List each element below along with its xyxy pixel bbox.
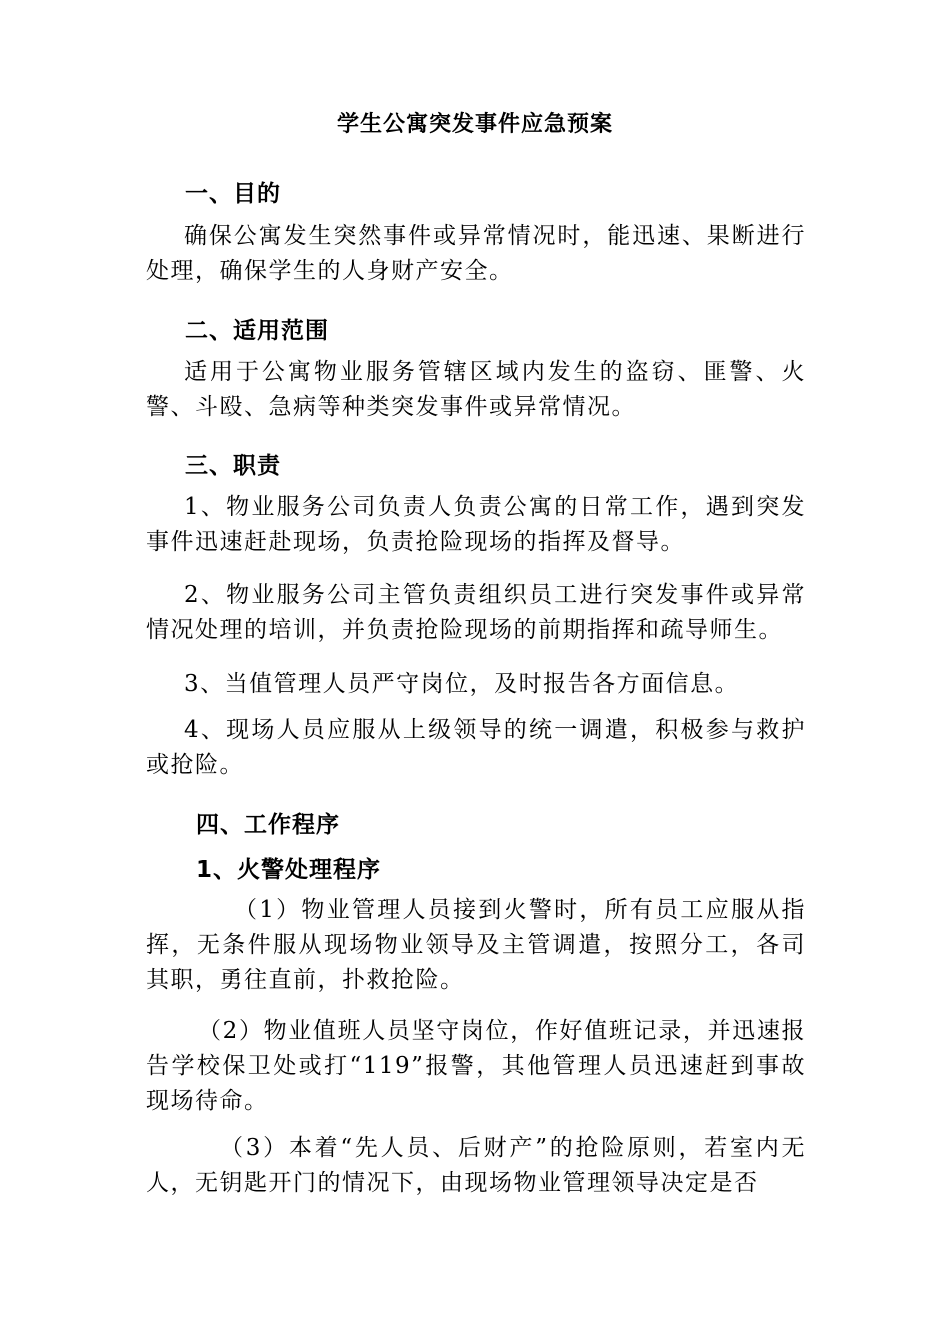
paragraph-purpose: 确保公寓发生突然事件或异常情况时，能迅速、果断进行处理，确保学生的人身财产安全。	[146, 223, 806, 284]
paragraph-fire-step-2: （2）物业值班人员坚守岗位，作好值班记录，并迅速报告学校保卫处或打“119”报警，其他管理人员迅速赶到事故现场待命。	[146, 1018, 806, 1114]
paragraph-duty-1: 1、物业服务公司负责人负责公寓的日常工作，遇到突发事件迅速赶赴现场，负责抢险现场的指挥及督导。	[146, 494, 806, 555]
paragraph-duty-4: 4、现场人员应服从上级领导的统一调遣，积极参与救护或抢险。	[146, 717, 806, 778]
paragraph-fire-step-3: （3）本着“先人员、后财产”的抢险原则，若室内无人，无钥匙开门的情况下，由现场物业管理领导决定是否	[146, 1135, 806, 1196]
subheading-fire-procedure: 1、火警处理程序	[196, 857, 382, 883]
paragraph-fire-step-1: （1）物业管理人员接到火警时，所有员工应服从指挥，无条件服从现场物业领导及主管调遣，按照分工，各司其职，勇往直前，扑救抢险。	[146, 897, 806, 993]
document-title: 学生公寓突发事件应急预案	[336, 112, 613, 137]
section-heading-scope: 二、适用范围	[185, 318, 329, 344]
section-heading-duties: 三、职责	[185, 453, 281, 479]
paragraph-duty-2: 2、物业服务公司主管负责组织员工进行突发事件或异常情况处理的培训，并负责抢险现场的前期指挥和疏导师生。	[146, 582, 806, 643]
section-heading-purpose: 一、目的	[185, 181, 281, 207]
paragraph-duty-3: 3、当值管理人员严守岗位，及时报告各方面信息。	[184, 671, 740, 697]
paragraph-scope: 适用于公寓物业服务管辖区域内发生的盗窃、匪警、火警、斗殴、急病等种类突发事件或异常情况。	[146, 359, 806, 420]
section-heading-procedures: 四、工作程序	[196, 812, 340, 838]
